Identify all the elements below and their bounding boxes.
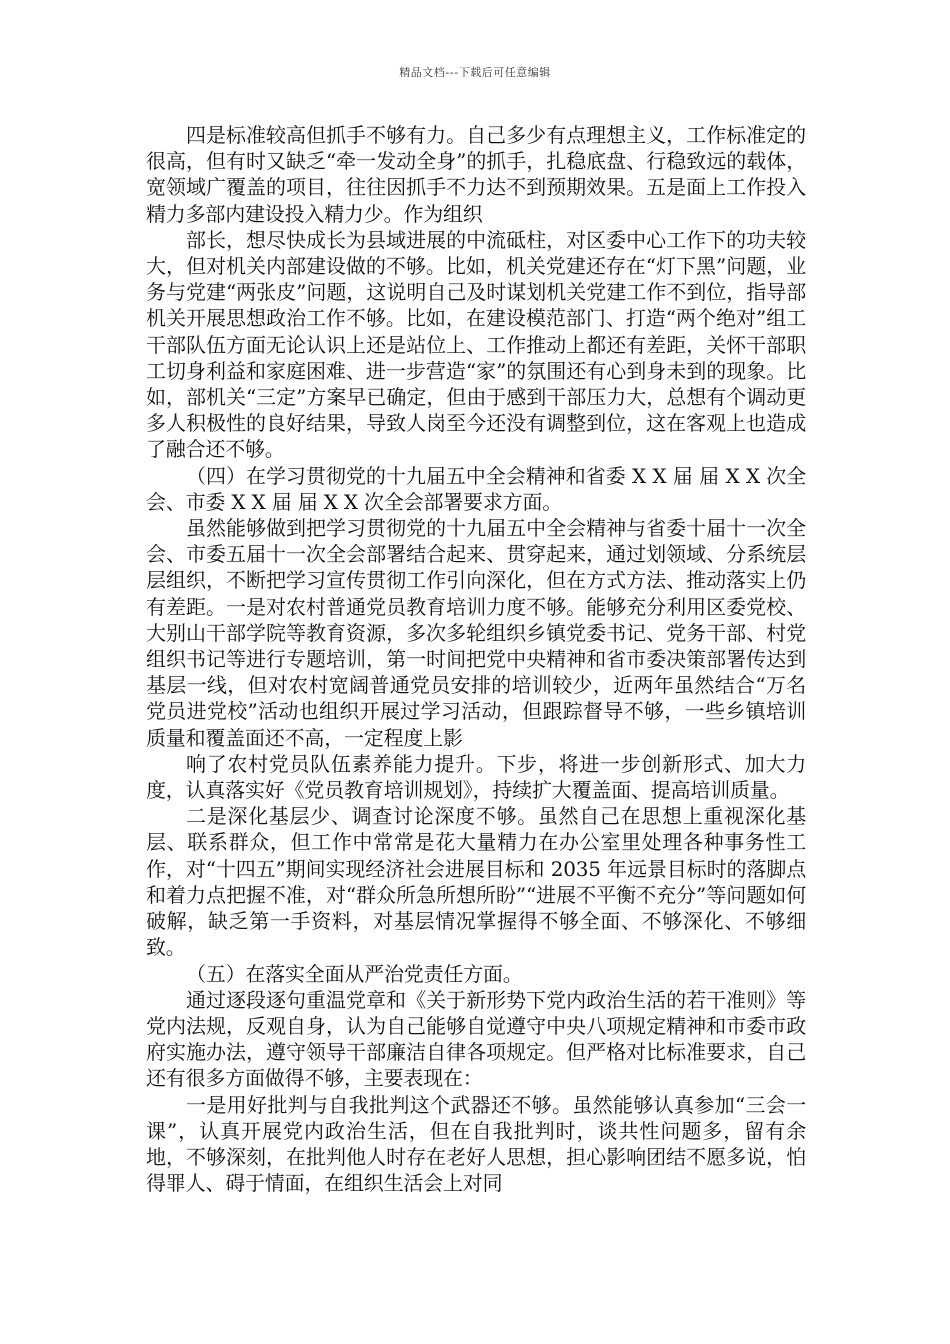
section-heading: （四）在学习贯彻党的十九届五中全会精神和省委 X X 届 届 X X 次全会、市委 X X 届 届 X X 次全会部署要求方面。: [146, 463, 806, 514]
document-body: [146, 122, 806, 1196]
page-header: 精品文档---下载后可任意编辑: [399, 66, 551, 79]
paragraph: 通过逐段逐句重温党章和《关于新形势下党内政治生活的若干准则》等党内法规，反观自身，认为自己能够自觉遵守中央八项规定精神和市委市政府实施办法，遵守领导干部廉洁自律各项规定。但严格对比标准要求，自己还有很多方面做得不够，主要表现在：: [146, 987, 806, 1091]
paragraph: 部长，想尽快成长为县域进展的中流砥柱，对区委中心工作下的功夫较大，但对机关内部建设做的不够。比如，机关党建还存在“灯下黑”问题，业务与党建“两张皮”问题，这说明自己及时谋划机关党建工作不到位，指导部机关开展思想政治工作不够。比如，在建设模范部门、打造“两个绝对”组工干部队伍方面无论认识上还是站位上、工作推动上都还有差距，关怀干部职工切身利益和家庭困难、进一步营造“家”的氛围还有心到身未到的现象。比如，部机关“三定”方案早已确定，但由于感到干部压力大，总想有个调动更多人积极性的良好结果，导致人岗至今还没有调整到位，这在客观上也造成了融合还不够。: [146, 227, 806, 462]
paragraph: 一是用好批判与自我批判这个武器还不够。虽然能够认真参加“三会一课”，认真开展党内政治生活，但在自我批判时，谈共性问题多，留有余地，不够深刻，在批判他人时存在老好人思想，担心影响团结不愿多说，怕得罪人、碍于情面，在组织生活会上对同: [146, 1092, 806, 1196]
paragraph: 虽然能够做到把学习贯彻党的十九届五中全会精神与省委十届十一次全会、市委五届十一次全会部署结合起来、贯穿起来，通过划领域、分系统层层组织，不断把学习宣传贯彻工作引向深化，但在方式方法、推动落实上仍有差距。一是对农村普通党员教育培训力度不够。能够充分利用区委党校、大别山干部学院等教育资源，多次多轮组织乡镇党委书记、党务干部、村党组织书记等进行专题培训，第一时间把党中央精神和省市委决策部署传达到基层一线，但对农村宽阔普通党员安排的培训较少，近两年虽然结合“万名党员进党校”活动也组织开展过学习活动，但跟踪督导不够，一些乡镇培训质量和覆盖面还不高，一定程度上影: [146, 516, 806, 750]
paragraph: 响了农村党员队伍素养能力提升。下步，将进一步创新形式、加大力度，认真落实好《党员教育培训规划》，持续扩大覆盖面、提高培训质量。: [146, 751, 806, 803]
section-heading: （五）在落实全面从严治党责任方面。: [186, 961, 523, 986]
paragraph: 二是深化基层少、调查讨论深度不够。虽然自己在思想上重视深化基层、联系群众，但工作中常常是花大量精力在办公室里处理各种事务性工作，对“十四五”期间实现经济社会进展目标和 2035 年远景目标时的落脚点和着力点把握不准，对“群众所急所想所盼”“进展不平衡不充分”等问题如何破解，缺乏第一手资料，对基层情况掌握得不够全面、不够深化、不够细致。: [146, 804, 806, 960]
paragraph: 四是标准较高但抓手不够有力。自己多少有点理想主义，工作标准定的很高，但有时又缺乏“牵一发动全身”的抓手，扎稳底盘、行稳致远的载体，宽领域广覆盖的项目，往往因抓手不力达不到预期效果。五是面上工作投入精力多部内建设投入精力少。作为组织: [146, 123, 806, 226]
